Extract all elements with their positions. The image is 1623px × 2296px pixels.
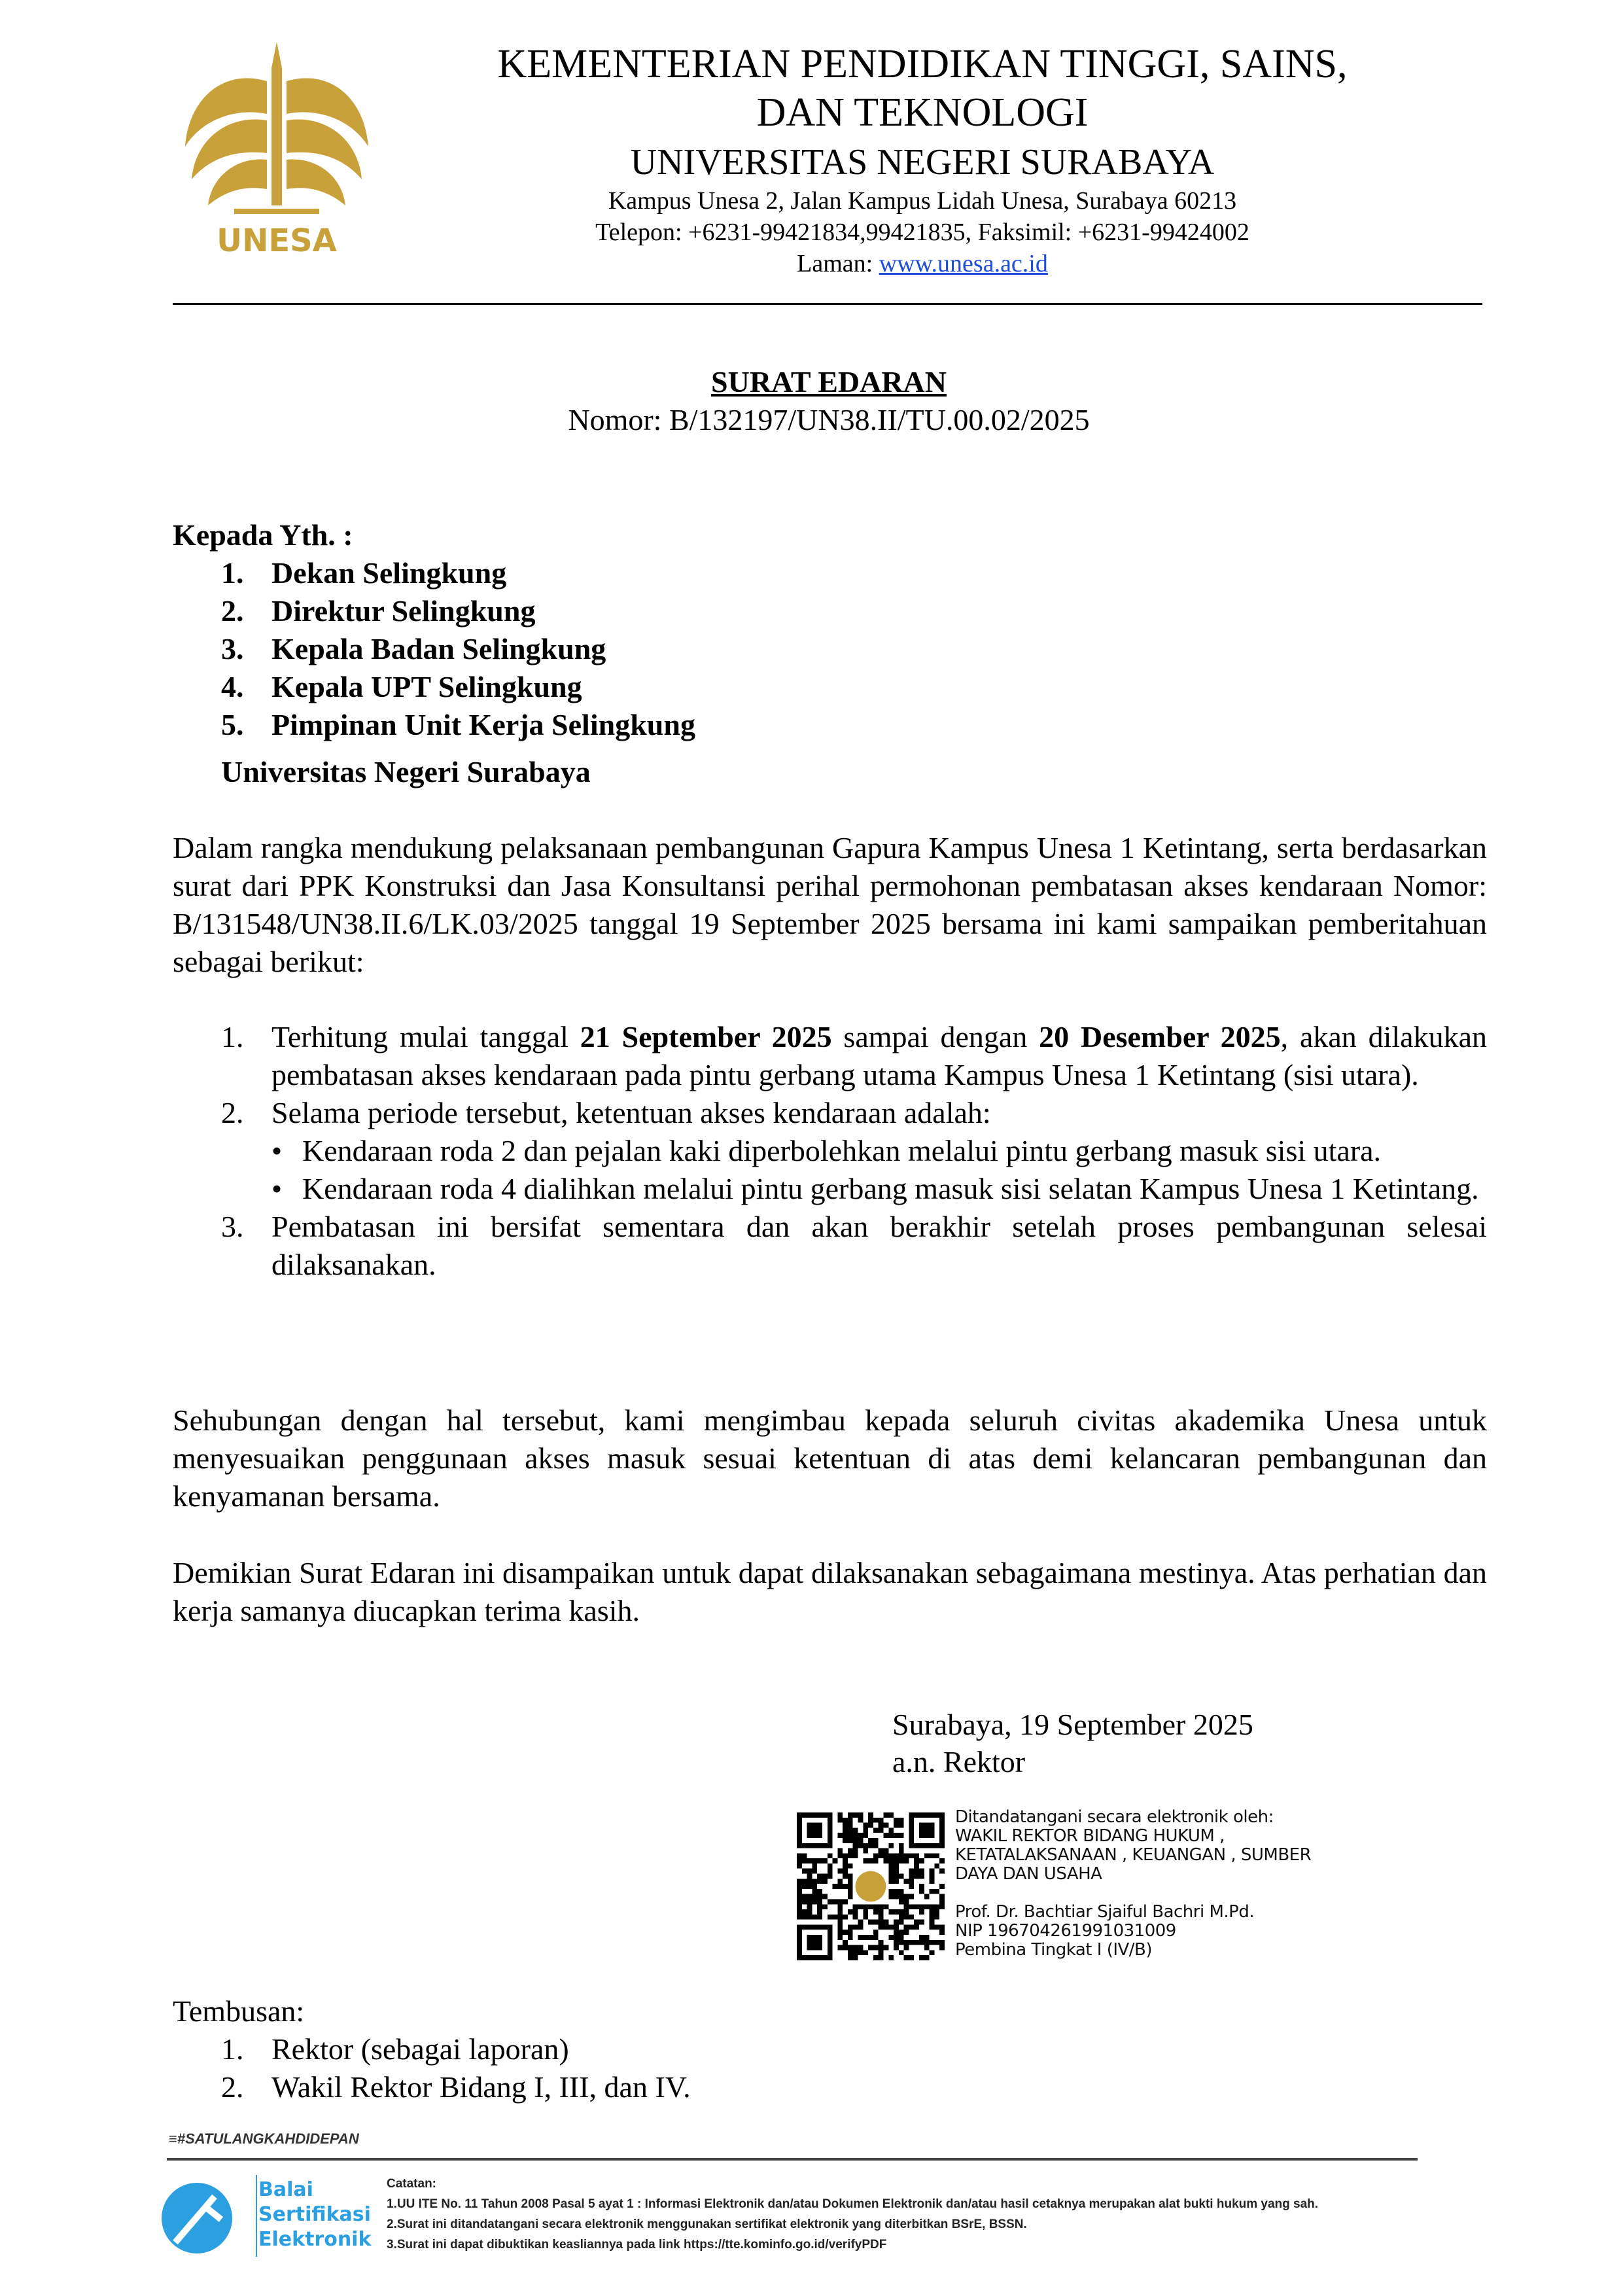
item-text: Selama periode tersebut, ketentuan akses kendaraan adalah: bbox=[271, 1096, 991, 1129]
recipient-item bbox=[221, 592, 695, 630]
paragraph-2: Sehubungan dengan hal tersebut, kami mengimbau kepada seluruh civitas akademika Unesa untuk menyesuaikan penggunaan akses masuk sesuai ketentuan di atas demi kelancaran pembangunan dan kenyamanan bersama. bbox=[173, 1404, 1487, 1513]
bullet-icon: • bbox=[271, 1134, 283, 1167]
recipient-item bbox=[221, 668, 695, 706]
cc-block bbox=[173, 1992, 691, 2106]
to-label: Kepada Yth. : bbox=[173, 518, 353, 552]
item-number: 2. bbox=[221, 2070, 244, 2104]
item-number: 3. bbox=[221, 1210, 244, 1243]
item-number: 1. bbox=[221, 2032, 244, 2066]
bullet-icon: • bbox=[271, 1172, 283, 1205]
item-number: 1. bbox=[221, 556, 244, 590]
svg-text:UNESA: UNESA bbox=[217, 222, 337, 259]
recipient-item bbox=[221, 554, 695, 592]
phone: Telepon: +6231-99421834,99421835, Faksimil: +6231-99424002 bbox=[595, 219, 1249, 246]
item-text: Terhitung mulai tanggal 21 September 2025 sampai dengan 20 Desember 2025, akan dilakukan pembatasan akses kendaraan pada pintu gerbang utama Kampus Unesa 1 Ketintang (sisi utara). bbox=[271, 1020, 1487, 1091]
footer-divider bbox=[167, 2158, 1418, 2161]
sig-caption: Ditandatangani secara elektronik oleh: bbox=[955, 1807, 1274, 1827]
item-text: Dekan Selingkung bbox=[271, 556, 507, 590]
hashtag: ≡#SATULANGKAHDIDEPAN bbox=[169, 2130, 359, 2147]
recipient-org: Universitas Negeri Surabaya bbox=[221, 755, 591, 788]
item-text: Kendaraan roda 4 dialihkan melalui pintu gerbang masuk sisi selatan Kampus Unesa 1 Ketintang. bbox=[302, 1172, 1479, 1205]
place-date: Surabaya, 19 September 2025 bbox=[892, 1708, 1253, 1741]
website-link[interactable]: www.unesa.ac.id bbox=[879, 250, 1048, 277]
point-item bbox=[221, 1018, 1487, 1094]
item-number: 2. bbox=[221, 594, 244, 627]
address: Kampus Unesa 2, Jalan Kampus Lidah Unesa, Surabaya 60213 bbox=[608, 187, 1237, 215]
letter-number: Nomor: B/132197/UN38.II/TU.00.02/2025 bbox=[568, 403, 1090, 436]
cc-item bbox=[221, 2068, 691, 2106]
note-item: 2.Surat ini ditandatangani secara elektronik menggunakan sertifikat elektronik yang diterbitkan BSrE, BSSN. bbox=[387, 2217, 1027, 2231]
item-text: Pimpinan Unit Kerja Selingkung bbox=[271, 708, 695, 741]
sig-position: WAKIL REKTOR BIDANG HUKUM , bbox=[955, 1826, 1225, 1846]
ministry-name-line1: KEMENTERIAN PENDIDIKAN TINGGI, SAINS, bbox=[497, 42, 1348, 86]
bullet-item bbox=[271, 1170, 1487, 1208]
item-text: Rektor (sebagai laporan) bbox=[271, 2032, 569, 2066]
ministry-name-line2: DAN TEKNOLOGI bbox=[756, 90, 1089, 135]
signer-name: Prof. Dr. Bachtiar Sjaiful Bachri M.Pd. bbox=[955, 1902, 1255, 1922]
website-line bbox=[419, 248, 1426, 279]
cc-item bbox=[221, 2030, 691, 2068]
point-item bbox=[221, 1094, 1487, 1132]
item-number: 4. bbox=[221, 670, 244, 703]
letter-title: SURAT EDARAN bbox=[711, 365, 947, 398]
sig-position: KETATALAKSANAAN , KEUANGAN , SUMBER bbox=[955, 1845, 1312, 1865]
sig-position: DAYA DAN USAHA bbox=[955, 1864, 1102, 1884]
note-item: 3.Surat ini dapat dibuktikan keasliannya pada link https://tte.kominfo.go.id/verifyPDF bbox=[387, 2238, 887, 2252]
item-text: Kepala UPT Selingkung bbox=[271, 670, 582, 703]
item-number: 2. bbox=[221, 1096, 244, 1129]
item-text: Pembatasan ini bersifat sementara dan akan berakhir setelah proses pembangunan selesai dilaksanakan. bbox=[271, 1210, 1487, 1281]
recipient-item bbox=[221, 706, 695, 744]
point-item bbox=[221, 1208, 1487, 1284]
item-text: Wakil Rektor Bidang I, III, dan IV. bbox=[271, 2070, 691, 2104]
intro-paragraph: Dalam rangka mendukung pelaksanaan pembangunan Gapura Kampus Unesa 1 Ketintang, serta berdasarkan surat dari PPK Konstruksi dan Jasa Konsultansi perihal permohonan pembatasan akses kendaraan Nomor: B/131548/UN38.II.6/LK.03/2025 tanggal 19 September 2025 bersama ini kami sampaikan pemberitahuan sebagai berikut: bbox=[173, 831, 1487, 978]
cc-label: Tembusan: bbox=[173, 1994, 305, 2028]
item-text: Direktur Selingkung bbox=[271, 594, 536, 627]
recipients-block bbox=[173, 516, 695, 791]
points-list bbox=[221, 1018, 1487, 1284]
note-item: 1.UU ITE No. 11 Tahun 2008 Pasal 5 ayat 1 : Informasi Elektronik dan/atau Dokumen Elektronik dan/atau hasil cetaknya merupakan alat bukti hukum yang sah. bbox=[387, 2197, 1319, 2211]
header-divider bbox=[173, 303, 1482, 305]
unesa-logo bbox=[175, 42, 378, 261]
item-number: 5. bbox=[221, 708, 244, 741]
paragraph-3: Demikian Surat Edaran ini disampaikan untuk dapat dilaksanakan sebagaimana mestinya. Atas perhatian dan kerja samanya diucapkan terima kasih. bbox=[173, 1556, 1487, 1627]
signer-rank: Pembina Tingkat I (IV/B) bbox=[955, 1940, 1153, 1960]
qr-code bbox=[797, 1812, 945, 1960]
footer-notes bbox=[387, 2174, 1318, 2255]
notes-label: Catatan: bbox=[387, 2177, 437, 2191]
item-number: 3. bbox=[221, 632, 244, 665]
website-label: Laman: bbox=[797, 250, 879, 277]
item-text: Kepala Badan Selingkung bbox=[271, 632, 606, 665]
recipient-item bbox=[221, 630, 695, 668]
bsre-logo: Balai Sertifikasi Elektronik bbox=[159, 2174, 381, 2259]
on-behalf: a.n. Rektor bbox=[892, 1745, 1026, 1778]
signer-nip: NIP 196704261991031009 bbox=[955, 1921, 1176, 1941]
item-number: 1. bbox=[221, 1020, 244, 1053]
bullet-item bbox=[271, 1132, 1487, 1170]
e-signature-text bbox=[955, 1808, 1311, 1960]
item-text: Kendaraan roda 2 dan pejalan kaki diperbolehkan melalui pintu gerbang masuk sisi utara. bbox=[302, 1134, 1382, 1167]
university-name: UNIVERSITAS NEGERI SURABAYA bbox=[630, 142, 1215, 183]
